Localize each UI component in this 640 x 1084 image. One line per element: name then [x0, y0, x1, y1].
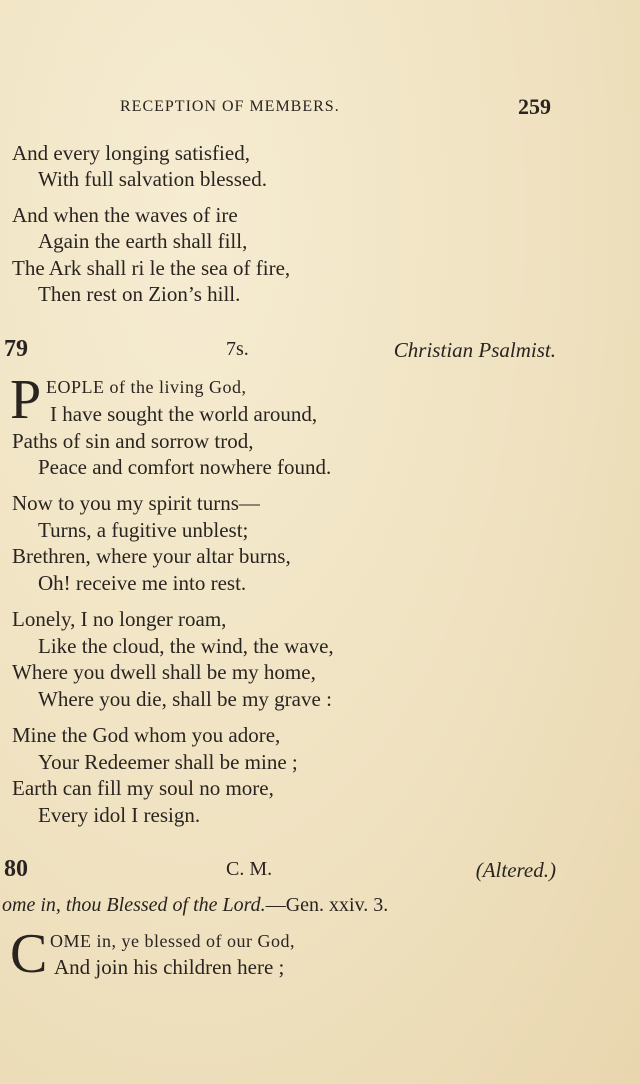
- verse-line: Paths of sin and sorrow trod,: [12, 429, 254, 453]
- drop-cap: C: [10, 923, 48, 985]
- hymn-author: (Altered.): [475, 858, 556, 882]
- page-header: [0, 94, 640, 124]
- verse-line: Again the earth shall fill,: [38, 229, 248, 253]
- verse-line: Turns, a fugitive unblest;: [38, 518, 249, 542]
- hymn-author: Christian Psalmist.: [393, 338, 556, 362]
- verse-line: Brethren, where your altar burns,: [12, 544, 291, 568]
- drop-cap: P: [10, 369, 42, 431]
- verse-line: Your Redeemer shall be mine ;: [38, 750, 298, 774]
- hymn-number: 79: [4, 336, 28, 362]
- verse-line: Then rest on Zion’s hill.: [38, 282, 241, 306]
- verse-line: And every longing satisfied,: [12, 141, 250, 165]
- verse-line: I have sought the world around,: [50, 402, 318, 426]
- verse-line: Now to you my spirit turns—: [12, 491, 260, 515]
- epigraph-text: ome in, thou Blessed of the Lord.: [2, 894, 266, 916]
- verse-line: Every idol I resign.: [38, 803, 201, 827]
- epigraph: [2, 894, 388, 917]
- verse-line: Earth can fill my soul no more,: [12, 776, 274, 800]
- verse-line: Mine the God whom you adore,: [12, 723, 281, 747]
- verse-line: With full salvation blessed.: [38, 167, 267, 191]
- hymn-meter: C. M.: [226, 858, 273, 880]
- verse-line: Where you die, shall be my grave :: [38, 687, 332, 711]
- hymn-meter: 7s.: [226, 338, 249, 360]
- verse-line: Where you dwell shall be my home,: [12, 660, 316, 684]
- verse-line: And join his children here ;: [54, 955, 285, 979]
- verse-line: EOPLE of the living God,: [46, 377, 247, 397]
- verse-line: The Ark shall ri le the sea of fire,: [12, 256, 291, 280]
- hymn-80-heading: [0, 856, 640, 884]
- verse-line: Oh! receive me into rest.: [38, 571, 247, 595]
- hymn-79-heading: [0, 336, 640, 364]
- hymn-number: 80: [4, 856, 28, 882]
- verse-line: Lonely, I no longer roam,: [12, 607, 227, 631]
- verse-line: OME in, ye blessed of our God,: [50, 931, 295, 951]
- verse-line: Peace and comfort nowhere found.: [38, 455, 332, 479]
- epigraph-reference: —Gen. xxiv. 3.: [265, 894, 389, 916]
- page-number: 259: [518, 94, 551, 119]
- running-head: RECEPTION OF MEMBERS.: [120, 98, 340, 115]
- verse-line: Like the cloud, the wind, the wave,: [38, 634, 334, 658]
- verse-line: And when the waves of ire: [12, 203, 238, 227]
